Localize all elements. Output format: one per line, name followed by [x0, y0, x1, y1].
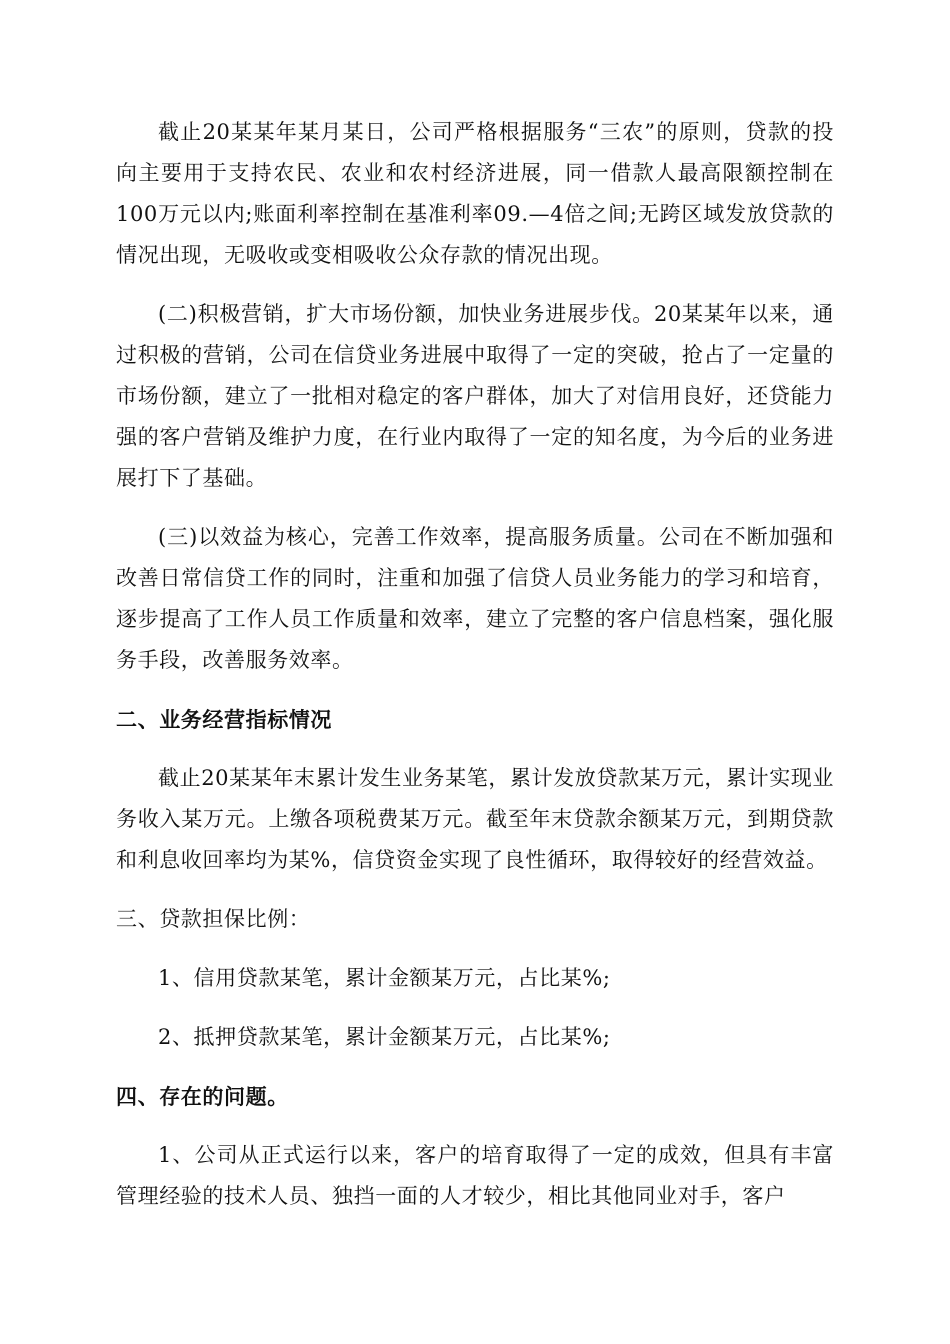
- document-page: [116, 112, 834, 1217]
- list-item-mortgage-loans: 2、抵押贷款某笔，累计金额某万元，占比某%;: [158, 1025, 611, 1049]
- paragraph-efficiency: (三)以效益为核心，完善工作效率，提高服务质量。公司在不断加强和改善日常信贷工作的同时，注重和加强了信贷人员业务能力的学习和培育，逐步提高了工作人员工作质量和效率，建立了完整的客户信息档案，强化服务手段，改善服务效率。: [116, 525, 834, 672]
- paragraph-business-summary: 截止20某某年末累计发生业务某笔，累计发放贷款某万元，累计实现业务收入某万元。上缴各项税费某万元。截至年末贷款余额某万元，到期贷款和利息收回率均为某%，信贷资金实现了良性循环，取得较好的经营效益。: [116, 766, 834, 872]
- list-item-credit-loans: 1、信用贷款某笔，累计金额某万元，占比某%;: [158, 966, 611, 990]
- heading-existing-problems: 四、存在的问题。: [116, 1084, 289, 1109]
- paragraph-loan-principles: 截止20某某年某月某日，公司严格根据服务“三农”的原则，贷款的投向主要用于支持农民、农业和农村经济进展，同一借款人最高限额控制在100万元以内;账面利率控制在基准利率09.—4倍之间;无跨区域发放贷款的情况出现，无吸收或变相吸收公众存款的情况出现。: [116, 120, 834, 267]
- paragraph-marketing: (二)积极营销，扩大市场份额，加快业务进展步伐。20某某年以来，通过积极的营销，公司在信贷业务进展中取得了一定的突破，抢占了一定量的市场份额，建立了一批相对稳定的客户群体，加大了对信用良好，还贷能力强的客户营销及维护力度，在行业内取得了一定的知名度，为今后的业务进展打下了基础。: [116, 302, 834, 490]
- heading-business-indicators: 二、业务经营指标情况: [116, 707, 332, 732]
- paragraph-problem-1: 1、公司从正式运行以来，客户的培育取得了一定的成效，但具有丰富管理经验的技术人员、独挡一面的人才较少，相比其他同业对手，客户: [116, 1143, 834, 1208]
- heading-guarantee-ratio: 三、贷款担保比例：: [116, 907, 311, 931]
